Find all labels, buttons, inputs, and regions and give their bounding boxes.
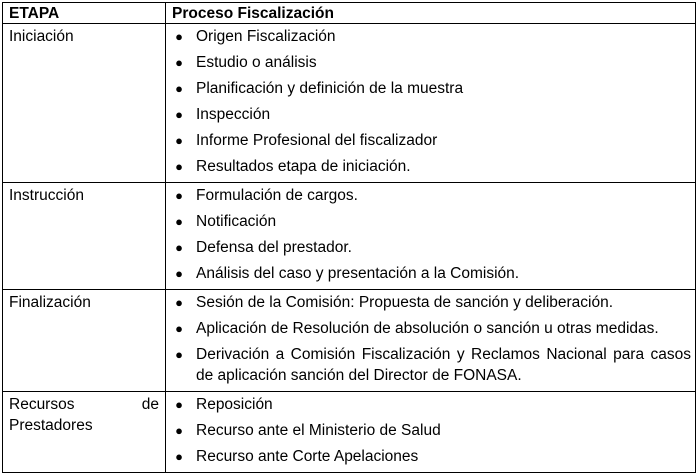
stage-cell: Finalización [3, 290, 166, 392]
list-item: ● Reposición [166, 392, 691, 418]
items-cell [166, 183, 696, 290]
bullet-icon: ● [175, 81, 183, 96]
item-list [166, 24, 695, 182]
stage-cell [3, 392, 166, 473]
bullet-icon: ● [175, 397, 183, 412]
list-item: ● Planificación y definición de la muestra [166, 76, 691, 102]
table-row [3, 290, 696, 392]
table-row [3, 183, 696, 290]
item-list [166, 183, 695, 289]
bullet-icon: ● [175, 159, 183, 174]
bullet-icon: ● [175, 133, 183, 148]
table-header-row [3, 3, 696, 24]
list-item: ● Inspección [166, 102, 691, 128]
list-item: ● Análisis del caso y presentación a la Comisión. [166, 261, 691, 287]
bullet-icon: ● [175, 449, 183, 464]
bullet-icon: ● [175, 55, 183, 70]
bullet-icon: ● [175, 29, 183, 44]
bullet-icon: ● [175, 295, 183, 310]
item-list [166, 392, 695, 472]
stage-cell: Instrucción [3, 183, 166, 290]
process-table [2, 2, 696, 473]
table-row [3, 24, 696, 183]
bullet-icon: ● [175, 347, 183, 362]
list-item: ● Resultados etapa de iniciación. [166, 154, 691, 180]
list-item: ● Formulación de cargos. [166, 183, 691, 209]
items-cell [166, 392, 696, 473]
header-proceso [166, 3, 696, 24]
table-row [3, 392, 696, 473]
items-cell [166, 290, 696, 392]
bullet-icon: ● [175, 240, 183, 255]
list-item: ● Notificación [166, 209, 691, 235]
list-item: ● Sesión de la Comisión: Propuesta de sanción y deliberación. [166, 290, 691, 316]
bullet-icon: ● [175, 423, 183, 438]
list-item: ● Recurso ante Corte Apelaciones [166, 444, 691, 470]
bullet-icon: ● [175, 214, 183, 229]
items-cell [166, 24, 696, 183]
header-proceso-label: Proceso Fiscalización [172, 5, 334, 22]
header-etapa [3, 3, 166, 24]
stage-label-line-2: Prestadores [9, 417, 93, 434]
list-item: ● Estudio o análisis [166, 50, 691, 76]
bullet-icon: ● [175, 107, 183, 122]
bullet-icon: ● [175, 321, 183, 336]
stage-cell: Iniciación [3, 24, 166, 183]
list-item: ● Origen Fiscalización [166, 24, 691, 50]
header-etapa-label: ETAPA [9, 5, 60, 22]
stage-label-line-1: Recursos de [9, 396, 159, 413]
item-list [166, 290, 695, 391]
list-item: ● Derivación a Comisión Fiscalización y Reclamos Nacional para casos de aplicación sanción del Director de FONASA. [166, 342, 691, 389]
list-item: ● Recurso ante el Ministerio de Salud [166, 418, 691, 444]
list-item: ● Informe Profesional del fiscalizador [166, 128, 691, 154]
bullet-icon: ● [175, 188, 183, 203]
list-item: ● Defensa del prestador. [166, 235, 691, 261]
list-item: ● Aplicación de Resolución de absolución o sanción u otras medidas. [166, 316, 691, 342]
bullet-icon: ● [175, 266, 183, 281]
